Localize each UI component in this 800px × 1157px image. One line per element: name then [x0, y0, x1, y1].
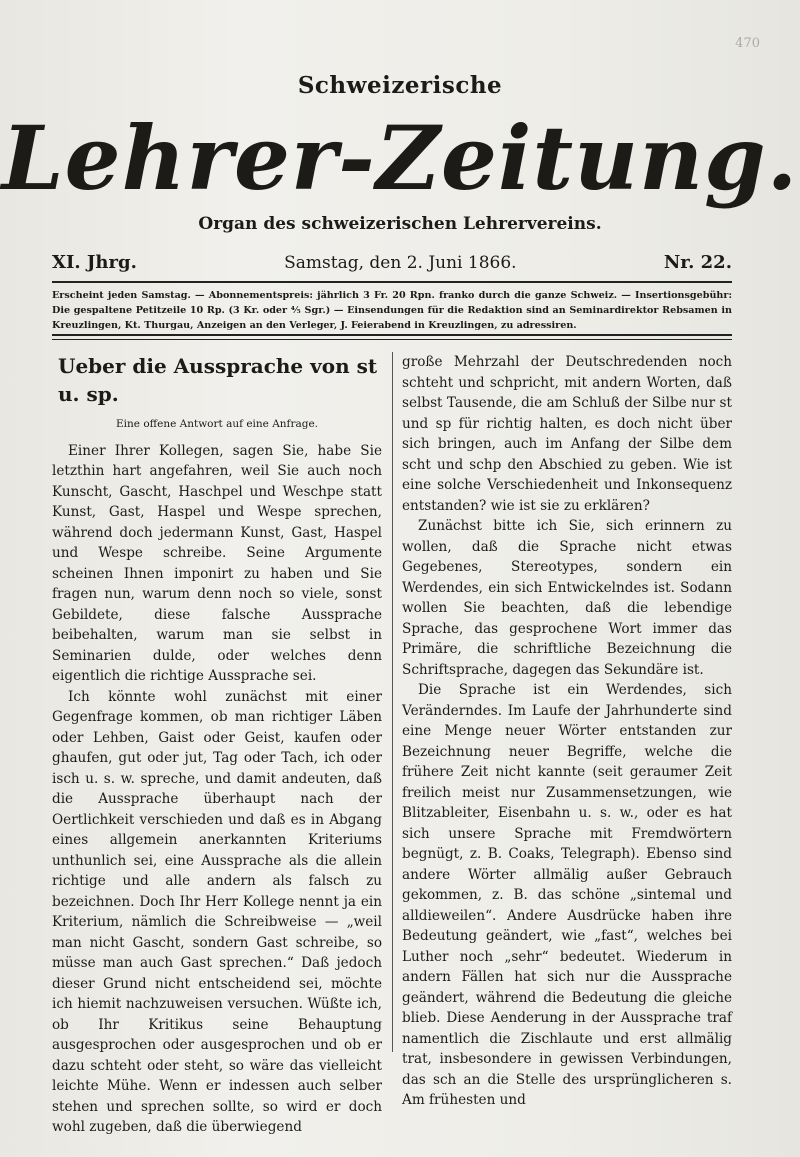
header-rule-bottom	[52, 334, 732, 336]
issue-date: Samstag, den 2. Juni 1866.	[284, 253, 517, 273]
masthead-title: Lehrer-Zeitung.	[1, 106, 799, 210]
masthead-organ: Organ des schweizerischen Lehrervereins.	[198, 214, 602, 234]
article-subtitle: Eine offene Antwort auf eine Anfrage.	[115, 418, 318, 430]
column-divider	[392, 352, 393, 1052]
paragraph: Einer Ihrer Kollegen, sagen Sie, habe Sie letzthin hart angefahren, weil Sie auch noch Kunscht, Gascht, Haschpel und Weschpe statt Kunst, Gast, Haspel und Wespe sprechen, während doch jedermann Kunst, Gast, Haspel und Wespe schreibe. Seine Argumente scheinen Ihnen imponirt zu haben und Sie fragen nun, warum denn noch so viele, sonst Gebildete, diese falsche Aussprache beibehalten, warum man sie selbst in Seminarien dulde, oder welches denn eigentlich die richtige Aussprache sei.	[52, 442, 382, 684]
issue-number: Nr. 22.	[663, 252, 732, 273]
paragraph: große Mehrzahl der Deutschredenden noch schteht und schpricht, mit andern Worten, daß selbst Tausende, die am Schluß der Silbe nur st und sp für richtig halten, es doch nicht über sich bringen, auch im Anfang der Silbe dem scht und schp den Abschied zu geben. Wie ist eine solche Verschiedenheit und Inkonsequenz entstanden? wie ist sie zu erklären?	[402, 354, 732, 514]
column-right	[402, 352, 732, 1111]
volume-label: XI. Jhrg.	[52, 252, 137, 273]
article-title: Ueber die Aussprache von st u. sp.	[58, 354, 378, 406]
header-rule-double	[52, 339, 732, 340]
masthead-kicker: Schweizerische	[297, 72, 503, 99]
dateline	[52, 252, 732, 276]
paragraph: Die Sprache ist ein Werdendes, sich Veränderndes. Im Laufe der Jahrhunderte sind eine Menge neuer Wörter entstanden zur Bezeichnung neuer Begriffe, welche die frühere Zeit nicht kannte (seit geraumer Zeit freilich meist nur Zusammensetzungen, wie Blitzableiter, Eisenbahn u. s. w., oder es hat sich unsere Sprache mit Fremdwörtern begnügt, z. B. Coaks, Telegraph). Ebenso sind andere Wörter allmälig außer Gebrauch gekommen, z. B. das schöne „sintemal und alldieweilen“. Andere Ausdrücke haben ihre Bedeutung geändert, wie „fast“, welches bei Luther noch „sehr“ bedeutet. Wiederum in andern Fällen hat sich nur die Aussprache geändert, während die Bedeutung die gleiche blieb. Diese Aenderung in der Aussprache traf namentlich die Zischlaute und erst allmälig trat, insbesondere in gewissen Verbindungen, das sch an die Stelle des ursprünglicheren s. Am frühesten und	[402, 682, 732, 1108]
paragraph: Ich könnte wohl zunächst mit einer Gegenfrage kommen, ob man richtiger Läben oder Lehben, Gaist oder Geist, kaufen oder ghaufen, gut oder jut, Tag oder Tach, ich oder isch u. s. w. spreche, und damit andeuten, daß die Aussprache überhaupt nach der Oertlichkeit verschieden und daß es in Abgang eines allgemein anerkannten Kriteriums unthunlich sei, eine Aussprache als die allein richtige und alle andern als falsch zu bezeichnen. Doch Ihr Herr Kollege nennt ja ein Kriterium, nämlich die Schreibweise — „weil man nicht Gascht, sondern Gast schreibe, so müsse man auch Gast sprechen.“ Daß jedoch dieser Grund nicht entscheidend sei, möchte ich hiemit nachzuweisen versuchen. Wüßte ich, ob Ihr Kritikus seine Behauptung ausgesprochen oder ausgesprochen und ob er dazu schteht oder steht, so wäre das vielleicht leichte Mühe. Wenn er indessen auch selber stehen und sprechen sollte, so wird er doch wohl zugeben, daß die überwiegend	[52, 688, 382, 1135]
subscription-info: Erscheint jeden Samstag. — Abonnementspreis: jährlich 3 Fr. 20 Rpn. franko durch die ganze Schweiz. — Insertionsgebühr: Die gespaltene Petitzeile 10 Rp. (3 Kr. oder ⅘ Sgr.) — Einsendungen für die Redaktion sind an Seminardirektor Rebsamen in Kreuzlingen, Kt. Thurgau, Anzeigen an den Verleger, J. Feierabend in Kreuzlingen, zu adressiren.	[52, 290, 732, 331]
page-number: 470	[735, 36, 760, 51]
paragraph: Zunächst bitte ich Sie, sich erinnern zu wollen, daß die Sprache nicht etwas Gegebenes, Stereotypes, sondern ein Werdendes, ein sich Entwickelndes ist. Sodann wollen Sie beachten, daß die lebendige Sprache, das gesprochene Wort immer das Primäre, die schriftliche Bezeichnung die Schriftsprache, dagegen das Sekundäre ist.	[402, 518, 732, 678]
header-rule-top	[52, 281, 732, 283]
column-left	[52, 352, 382, 1138]
